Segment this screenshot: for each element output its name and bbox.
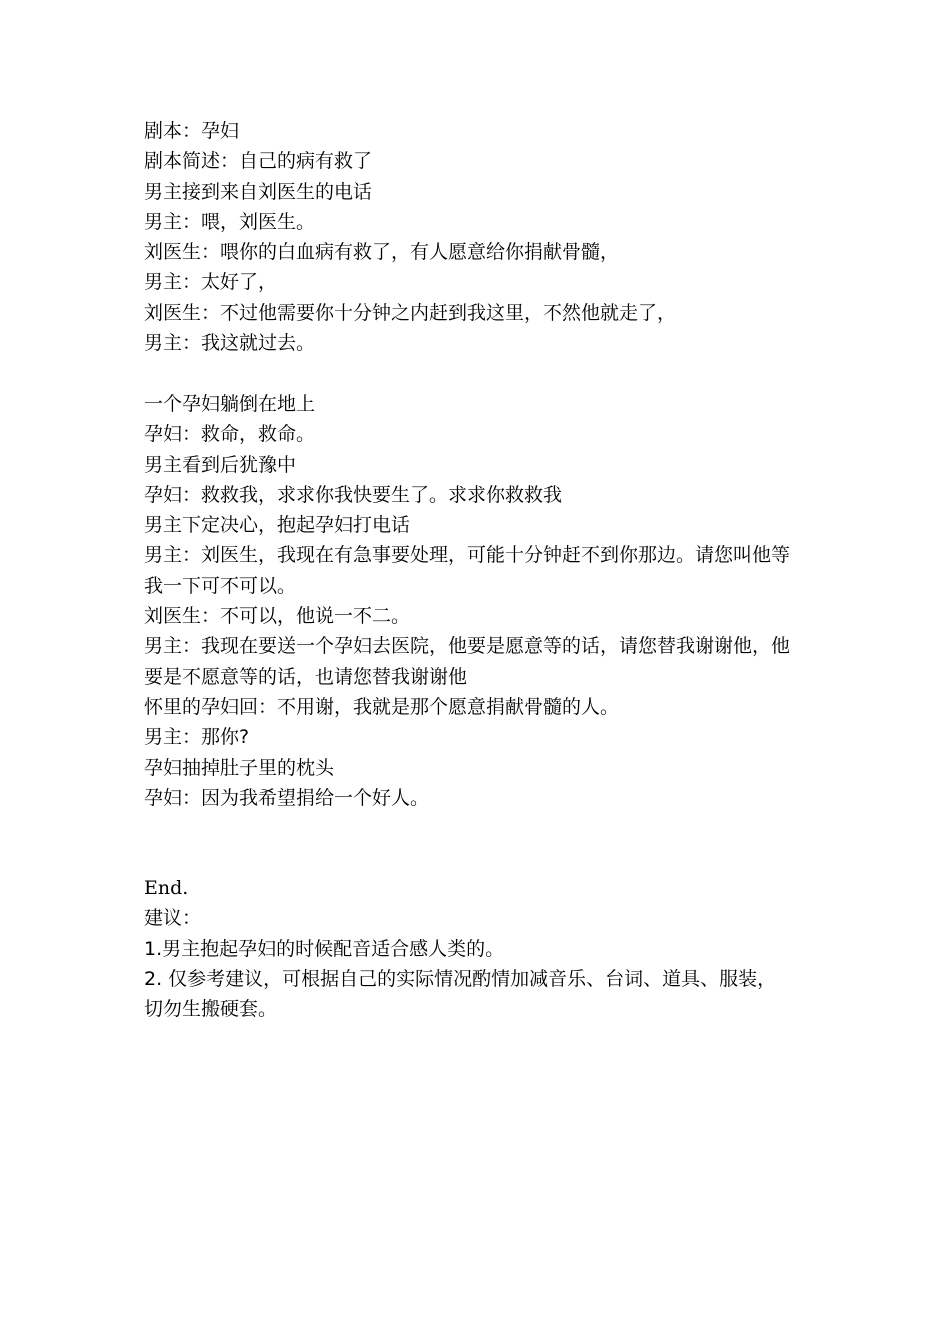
dialogue-line: 男主：太好了， — [144, 271, 278, 294]
stage-direction: 一个孕妇躺倒在地上 — [144, 393, 316, 415]
suggestions-heading: 建议： — [144, 907, 202, 930]
script-title: 剧本：孕妇 — [144, 120, 240, 142]
suggestion-item: 1.男主抱起孕妇的时候配音适合感人类的。 — [144, 937, 505, 960]
dialogue-line: 男主：那你? — [144, 726, 250, 749]
dialogue-line: 刘医生：喂你的白血病有救了，有人愿意给你捐献骨髓， — [144, 241, 620, 264]
dialogue-line: 孕妇：救救我，求求你我快要生了。求求你救救我 — [144, 483, 563, 506]
end-marker: End. — [144, 877, 189, 899]
dialogue-line: 男主：我这就过去。 — [144, 332, 316, 355]
stage-direction: 男主看到后犹豫中 — [144, 453, 297, 476]
script-summary: 剧本简述：自己的病有救了 — [144, 150, 373, 173]
dialogue-line: 男主：刘医生，我现在有急事要处理，可能十分钟赶不到你那边。请您叫他等我一下可不可以。 — [144, 544, 791, 597]
dialogue-line: 男主：喂，刘医生。 — [144, 210, 316, 233]
dialogue-line: 怀里的孕妇回：不用谢，我就是那个愿意捐献骨髓的人。 — [144, 695, 620, 718]
dialogue-line: 孕妇：救命，救命。 — [144, 423, 316, 446]
dialogue-line: 孕妇：因为我希望捐给一个好人。 — [144, 786, 430, 809]
script-intro-section — [144, 116, 794, 358]
dialogue-line: 男主：我现在要送一个孕妇去医院，他要是愿意等的话，请您替我谢谢他，他要是不愿意等的话，也请您替我谢谢他 — [144, 635, 791, 688]
script-end-section — [144, 873, 794, 1024]
dialogue-line: 刘医生：不可以，他说一不二。 — [144, 605, 411, 628]
stage-direction: 男主下定决心，抱起孕妇打电话 — [144, 514, 411, 537]
suggestion-item: 2. 仅参考建议，可根据自己的实际情况酌情加减音乐、台词、道具、服装，切勿生搬硬套。 — [144, 967, 777, 1021]
stage-direction: 男主接到来自刘医生的电话 — [144, 180, 373, 203]
stage-direction: 孕妇抽掉肚子里的枕头 — [144, 756, 335, 779]
script-scene-section — [144, 389, 794, 813]
dialogue-line: 刘医生：不过他需要你十分钟之内赶到我这里，不然他就走了， — [144, 301, 677, 324]
